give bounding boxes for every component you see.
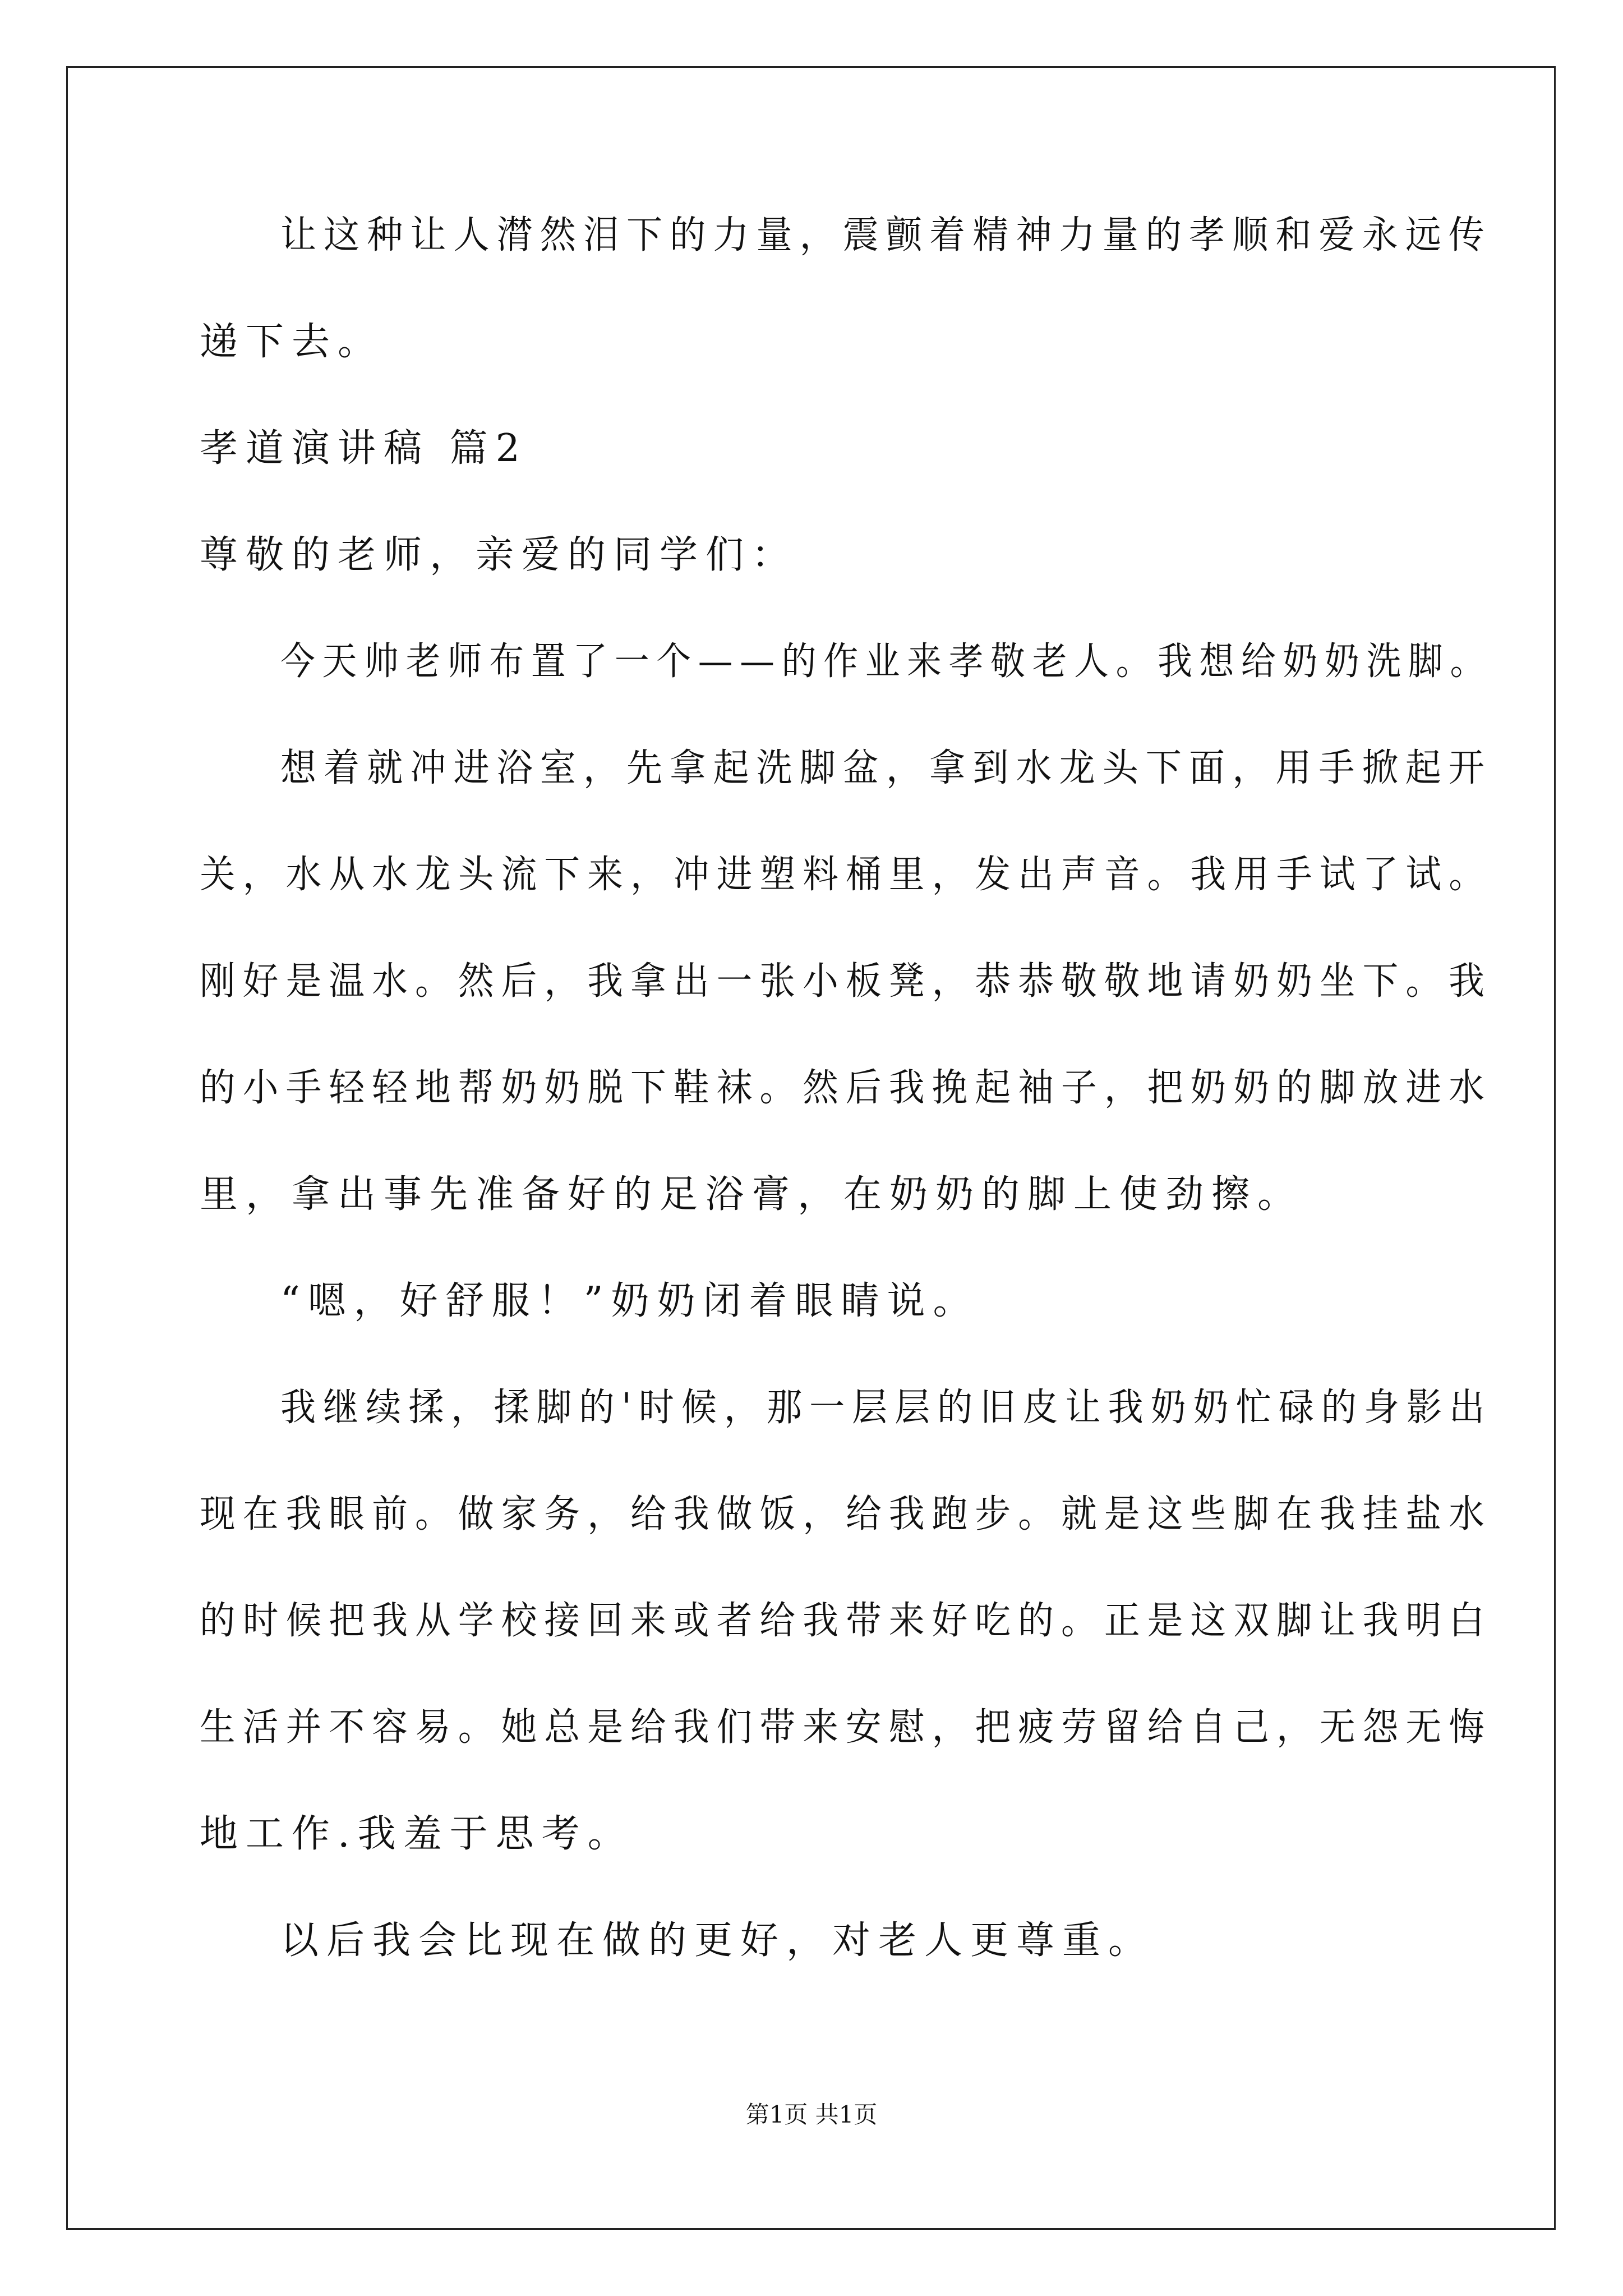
paragraph-line: 递下去。 — [200, 320, 384, 364]
paragraph-line: 我继续揉，揉脚的'时候，那一层层的旧皮让我奶奶忙碌的身影出 — [280, 1386, 1492, 1430]
page-footer: 第1页 共1页 — [745, 2101, 878, 2128]
paragraph-line: 想着就冲进浴室，先拿起洗脚盆，拿到水龙头下面，用手掀起开 — [280, 746, 1492, 790]
salutation: 尊敬的老师，亲爱的同学们： — [200, 533, 798, 577]
paragraph-line: 刚好是温水。然后，我拿出一张小板凳，恭恭敬敬地请奶奶坐下。我 — [200, 959, 1492, 1004]
paragraph-line: 关，水从水龙头流下来，冲进塑料桶里，发出声音。我用手试了试。 — [200, 853, 1492, 897]
page-border — [66, 66, 1556, 2230]
section-heading: 孝道演讲稿 篇2 — [200, 426, 528, 471]
paragraph-line: 的小手轻轻地帮奶奶脱下鞋袜。然后我挽起袖子，把奶奶的脚放进水 — [200, 1066, 1492, 1110]
paragraph-line: 让这种让人潸然泪下的力量，震颤着精神力量的孝顺和爱永远传 — [280, 213, 1492, 257]
paragraph-line: 的时候把我从学校接回来或者给我带来好吃的。正是这双脚让我明白 — [200, 1599, 1492, 1643]
paragraph-line: 地工作.我羞于思考。 — [200, 1812, 634, 1856]
paragraph-line: “嗯，好舒服！”奶奶闭着眼睛说。 — [280, 1279, 979, 1323]
paragraph-line: 生活并不容易。她总是给我们带来安慰，把疲劳留给自己，无怨无悔 — [200, 1705, 1492, 1750]
paragraph-line: 里，拿出事先准备好的足浴膏，在奶奶的脚上使劲擦。 — [200, 1172, 1304, 1217]
paragraph-line: 现在我眼前。做家务，给我做饭，给我跑步。就是这些脚在我挂盐水 — [200, 1492, 1492, 1536]
paragraph-line: 今天帅老师布置了一个——的作业来孝敬老人。我想给奶奶洗脚。 — [280, 639, 1492, 684]
paragraph-line: 以后我会比现在做的更好，对老人更尊重。 — [280, 1918, 1155, 1963]
